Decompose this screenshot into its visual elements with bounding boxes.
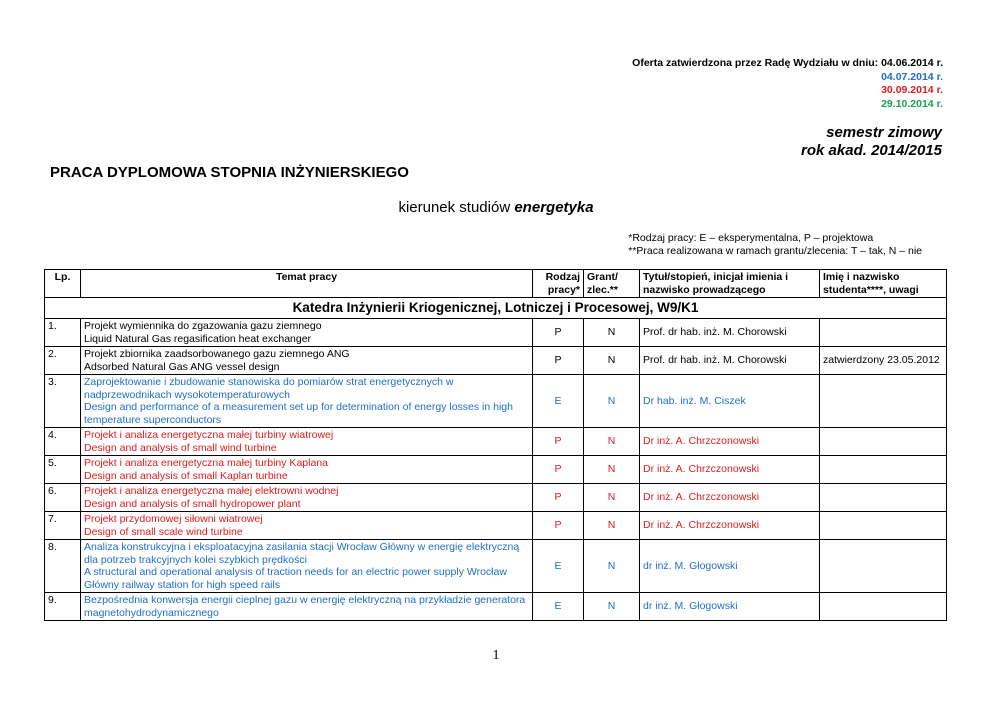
- row-supervisor: Dr inż. A. Chrzczonowski: [640, 456, 820, 484]
- row-student: [820, 540, 947, 593]
- row-grant: N: [584, 484, 640, 512]
- table-row: [45, 347, 947, 375]
- row-number: 5.: [45, 456, 81, 484]
- legend: [628, 232, 922, 258]
- table-row: [45, 512, 947, 540]
- topic-english: Liquid Natural Gas regasification heat exchanger: [84, 332, 312, 345]
- row-supervisor: Dr inż. A. Chrzczonowski: [640, 512, 820, 540]
- row-grant: N: [584, 456, 640, 484]
- topic-english: Design and analysis of small Kaplan turbine: [84, 469, 288, 482]
- row-student: [820, 428, 947, 456]
- row-student: [820, 484, 947, 512]
- row-number: 3.: [45, 375, 81, 428]
- row-topic: [81, 484, 533, 512]
- row-number: 7.: [45, 512, 81, 540]
- row-grant: N: [584, 428, 640, 456]
- row-number: 4.: [45, 428, 81, 456]
- row-grant: N: [584, 540, 640, 593]
- topic-english: Design of small scale wind turbine: [84, 525, 243, 538]
- row-supervisor: dr inż. M. Głogowski: [640, 540, 820, 593]
- page-title: PRACA DYPLOMOWA STOPNIA INŻYNIERSKIEGO: [50, 164, 409, 181]
- header-grant: Grant/ zlec.**: [584, 270, 640, 298]
- header-supervisor: Tytuł/stopień, inicjał imienia i nazwisko prowadzącego: [640, 270, 820, 298]
- approval-line-3: 30.09.2014 r.: [881, 84, 943, 96]
- field-of-study: kierunek studiów energetyka: [398, 199, 594, 216]
- row-grant: N: [584, 593, 640, 621]
- row-type: P: [533, 428, 584, 456]
- topic-polish: Projekt i analiza energetyczna małej turbiny wiatrowej: [84, 429, 334, 441]
- semester-info: [801, 124, 942, 160]
- row-supervisor: Prof. dr hab. inż. M. Chorowski: [640, 347, 820, 375]
- header-topic: Temat pracy: [81, 270, 533, 298]
- row-number: 8.: [45, 540, 81, 593]
- row-topic: [81, 512, 533, 540]
- approval-line-4: 29.10.2014 r.: [881, 97, 943, 110]
- row-student: zatwierdzony 23.05.2012: [820, 347, 947, 375]
- page-number: 1: [492, 648, 500, 663]
- department-name: Katedra Inżynierii Kriogenicznej, Lotniczej i Procesowej, W9/K1: [45, 298, 947, 319]
- topic-polish: Projekt zbiornika zaadsorbowanego gazu ziemnego ANG: [84, 348, 350, 360]
- table-row: [45, 319, 947, 347]
- row-topic: [81, 428, 533, 456]
- header-student: Imię i nazwisko studenta****, uwagi: [820, 270, 947, 298]
- row-supervisor: Dr hab. inż. M. Ciszek: [640, 375, 820, 428]
- row-number: 6.: [45, 484, 81, 512]
- row-grant: N: [584, 375, 640, 428]
- topic-polish: Projekt i analiza energetyczna małej elektrowni wodnej: [84, 485, 339, 497]
- row-topic: [81, 347, 533, 375]
- approval-line-1: Oferta zatwierdzona przez Radę Wydziału w dniu: 04.06.2014 r.: [632, 57, 943, 69]
- topic-english: Design and analysis of small hydropower plant: [84, 497, 301, 510]
- row-number: 1.: [45, 319, 81, 347]
- row-type: P: [533, 456, 584, 484]
- topic-polish: Projekt wymiennika do zgazowania gazu ziemnego: [84, 320, 322, 332]
- semester-label: semestr zimowy: [826, 124, 942, 141]
- row-type: P: [533, 512, 584, 540]
- row-grant: N: [584, 347, 640, 375]
- table-row: [45, 593, 947, 621]
- header-lp: Lp.: [45, 270, 81, 298]
- topic-polish: Bezpośrednia konwersja energii cieplnej gazu w energię elektryczną na przykładzie generatora magnetohydrodynamicznego: [84, 594, 526, 619]
- approval-date-2: 04.07.2014: [881, 70, 934, 83]
- row-student: [820, 593, 947, 621]
- field-name: energetyka: [514, 199, 594, 216]
- table-row: [45, 375, 947, 428]
- thesis-table: [44, 269, 947, 621]
- row-topic: [81, 593, 533, 621]
- department-row: [45, 298, 947, 319]
- academic-year: rok akad. 2014/2015: [801, 142, 942, 159]
- topic-polish: Analiza konstrukcyjna i eksploatacyjna zasilania stacji Wrocław Główny w energię elektryczną dla potrzeb trakcyjnych kolei szybkich prędkości: [84, 541, 520, 566]
- row-type: E: [533, 593, 584, 621]
- row-student: [820, 456, 947, 484]
- row-type: E: [533, 540, 584, 593]
- row-number: 9.: [45, 593, 81, 621]
- row-type: E: [533, 375, 584, 428]
- approval-line-2: 04.07.2014 r.: [881, 70, 943, 83]
- table-row: [45, 428, 947, 456]
- row-supervisor: Dr inż. A. Chrzczonowski: [640, 428, 820, 456]
- row-topic: [81, 375, 533, 428]
- legend-type: *Rodzaj pracy: E – eksperymentalna, P – projektowa: [628, 232, 874, 244]
- topic-english: Adsorbed Natural Gas ANG vessel design: [84, 360, 280, 373]
- approval-date-4: 29.10.2014: [881, 97, 934, 110]
- row-student: [820, 512, 947, 540]
- topic-english: Design and performance of a measurement set up for determination of energy losses in high temperature superconductors: [84, 401, 513, 426]
- topic-polish: Projekt i analiza energetyczna małej turbiny Kaplana: [84, 457, 328, 469]
- row-supervisor: Prof. dr hab. inż. M. Chorowski: [640, 319, 820, 347]
- topic-polish: Projekt przydomowej siłowni wiatrowej: [84, 513, 263, 525]
- table-row: [45, 484, 947, 512]
- legend-grant: **Praca realizowana w ramach grantu/zlecenia: T – tak, N – nie: [628, 245, 922, 257]
- approval-date-3: 30.09.2014: [881, 84, 934, 96]
- row-supervisor: dr inż. M. Głogowski: [640, 593, 820, 621]
- row-topic: [81, 540, 533, 593]
- row-supervisor: Dr inż. A. Chrzczonowski: [640, 484, 820, 512]
- header-type: Rodzaj pracy*: [533, 270, 584, 298]
- row-type: P: [533, 319, 584, 347]
- approval-dates: [632, 57, 943, 111]
- row-student: [820, 375, 947, 428]
- table-row: [45, 540, 947, 593]
- topic-english: Design and analysis of small wind turbine: [84, 441, 277, 454]
- table-row: [45, 456, 947, 484]
- topic-english: A structural and operational analysis of traction needs for an electric power supply Wrocław Główny railway station for high speed rails: [84, 566, 507, 591]
- row-type: P: [533, 484, 584, 512]
- row-student: [820, 319, 947, 347]
- row-grant: N: [584, 512, 640, 540]
- row-topic: [81, 319, 533, 347]
- row-topic: [81, 456, 533, 484]
- table-header-row: [45, 270, 947, 298]
- row-number: 2.: [45, 347, 81, 375]
- row-grant: N: [584, 319, 640, 347]
- row-type: P: [533, 347, 584, 375]
- topic-polish: Zaprojektowanie i zbudowanie stanowiska do pomiarów strat energetycznych w nadprzewodnikach wysokotemperaturowych: [84, 376, 454, 401]
